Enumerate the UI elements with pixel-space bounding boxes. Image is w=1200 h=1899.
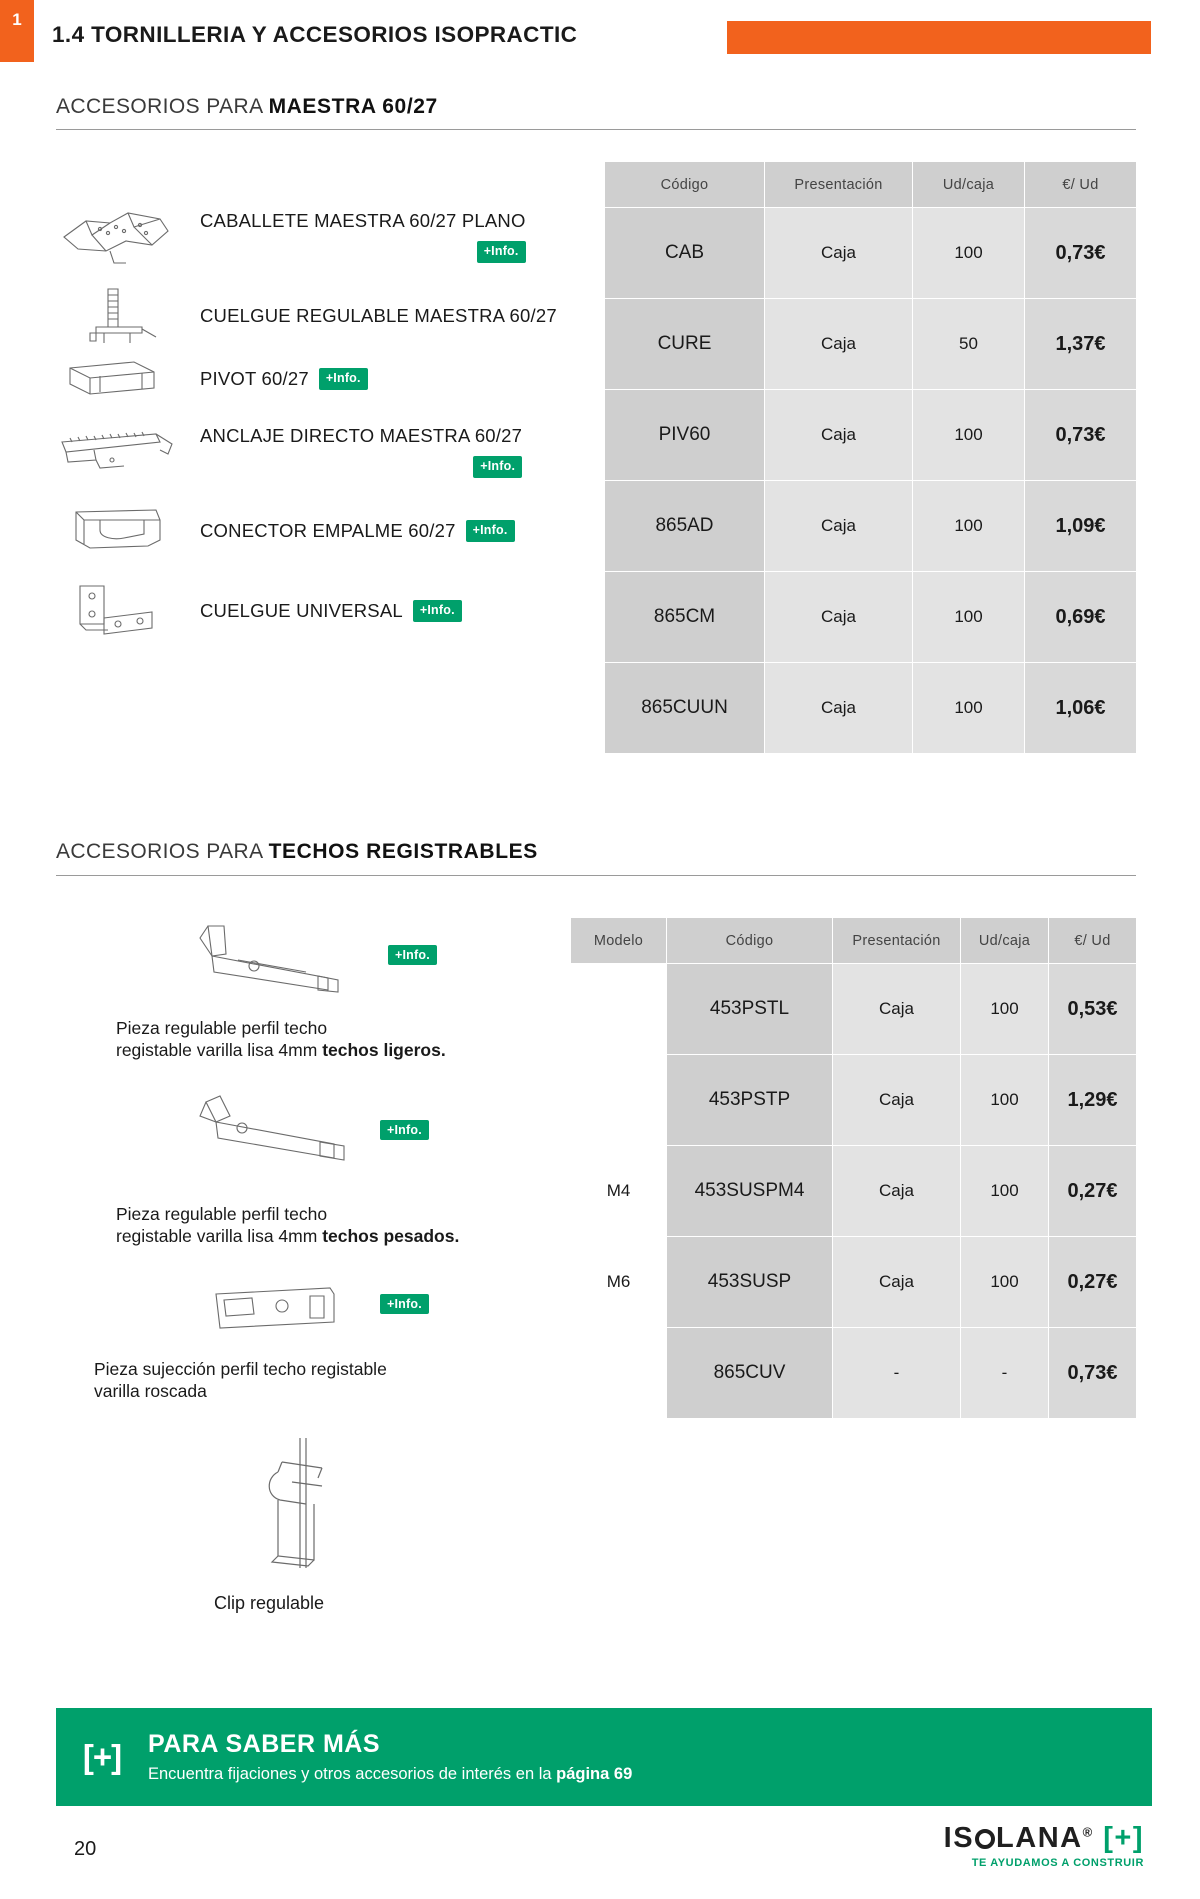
desc-bold: techos ligeros. xyxy=(322,1040,446,1061)
section-heading-registrables xyxy=(56,840,538,864)
cell-precio: 1,29€ xyxy=(1049,1055,1137,1146)
cell-codigo: 865AD xyxy=(605,481,765,572)
section-heading-strong: MAESTRA 60/27 xyxy=(268,95,438,118)
chapter-number: 1 xyxy=(12,10,22,29)
cell-presentacion: Caja xyxy=(833,1055,961,1146)
desc-line-1: Pieza sujección perfil techo registable xyxy=(94,1359,387,1379)
header-accent-bar xyxy=(727,21,1151,54)
cell-udcaja: 100 xyxy=(961,1055,1049,1146)
product-name-865cm: CONECTOR EMPALME 60/27 xyxy=(200,520,456,542)
cell-codigo: 453PSTL xyxy=(667,964,833,1055)
cell-precio: 0,73€ xyxy=(1049,1328,1137,1419)
product-desc-453pstp xyxy=(116,1203,506,1248)
logo-mid: LANA xyxy=(996,1822,1083,1854)
cell-precio: 0,27€ xyxy=(1049,1146,1137,1237)
section-divider-maestra xyxy=(56,129,1136,130)
info-badge-453susp-wrap xyxy=(380,1294,429,1314)
th-udcaja: Ud/caja xyxy=(913,162,1025,208)
info-badge-453pstl[interactable]: +Info. xyxy=(388,945,437,965)
saber-mas-subtitle-plain: Encuentra fijaciones y otros accesorios de interés en la xyxy=(148,1765,557,1783)
product-row-865cm xyxy=(56,500,576,562)
table-row xyxy=(605,208,1137,299)
cell-modelo: M6 xyxy=(571,1237,667,1328)
product-row-piv60 xyxy=(56,348,576,410)
product-row-865cuun xyxy=(56,580,576,642)
cell-presentacion: - xyxy=(833,1328,961,1419)
desc-line-2: varilla roscada xyxy=(94,1381,207,1402)
product-name-piv60: PIVOT 60/27 xyxy=(200,368,309,390)
anclaje-directo-icon xyxy=(56,420,176,482)
th-presentacion: Presentación xyxy=(833,918,961,964)
product-label-cab xyxy=(200,209,526,262)
pieza-regulable-ligeros-icon xyxy=(178,920,348,1005)
product-row-cure xyxy=(56,285,576,347)
cell-codigo: 865CM xyxy=(605,572,765,663)
cell-udcaja: - xyxy=(961,1328,1049,1419)
cell-presentacion: Caja xyxy=(833,964,961,1055)
table-row xyxy=(605,572,1137,663)
product-row-cab xyxy=(56,205,576,267)
cell-precio: 0,27€ xyxy=(1049,1237,1137,1328)
table-row xyxy=(571,1237,1137,1328)
cuelgue-universal-icon xyxy=(56,580,176,642)
logo-o-glyph xyxy=(975,1829,995,1849)
cell-precio: 1,06€ xyxy=(1025,663,1137,754)
cell-codigo: CAB xyxy=(605,208,765,299)
th-codigo: Código xyxy=(667,918,833,964)
pieza-sujeccion-icon xyxy=(206,1278,356,1343)
saber-mas-title: PARA SABER MÁS xyxy=(148,1730,381,1758)
table-registrables xyxy=(570,917,1137,1419)
info-badge-piv60[interactable]: +Info. xyxy=(319,368,368,390)
product-label-865ad xyxy=(200,424,522,477)
product-desc-453pstl xyxy=(116,1017,506,1062)
section-heading-maestra xyxy=(56,95,438,119)
cell-presentacion: Caja xyxy=(765,572,913,663)
product-name-cab: CABALLETE MAESTRA 60/27 PLANO xyxy=(200,210,526,232)
product-label-piv60 xyxy=(200,367,368,390)
cell-precio: 1,37€ xyxy=(1025,299,1137,390)
desc-line-1: Pieza regulable perfil techo xyxy=(116,1204,328,1224)
cell-codigo: 453SUSP xyxy=(667,1237,833,1328)
section-heading-prefix-2: ACCESORIOS PARA xyxy=(56,840,269,863)
cell-precio: 1,09€ xyxy=(1025,481,1137,572)
table-row xyxy=(571,1146,1137,1237)
cell-udcaja: 50 xyxy=(913,299,1025,390)
section-divider-registrables xyxy=(56,875,1136,876)
cell-precio: 0,73€ xyxy=(1025,390,1137,481)
cell-udcaja: 100 xyxy=(913,663,1025,754)
plus-bracket-icon: [+] xyxy=(82,1738,122,1775)
page-number: 20 xyxy=(74,1838,97,1860)
cell-modelo xyxy=(571,1055,667,1146)
cell-codigo: 453SUSPM4 xyxy=(667,1146,833,1237)
table-header-row-maestra xyxy=(605,162,1137,208)
cell-modelo: M4 xyxy=(571,1146,667,1237)
clip-regulable-icon xyxy=(248,1438,358,1583)
cell-udcaja: 100 xyxy=(913,208,1025,299)
table-maestra xyxy=(604,161,1137,754)
cell-udcaja: 100 xyxy=(961,1146,1049,1237)
table-row xyxy=(605,663,1137,754)
product-label-865cm xyxy=(200,519,515,542)
th-precio: €/ Ud xyxy=(1025,162,1137,208)
chapter-number-tab xyxy=(0,0,34,62)
saber-mas-subtitle xyxy=(148,1765,632,1784)
cell-presentacion: Caja xyxy=(765,481,913,572)
th-precio: €/ Ud xyxy=(1049,918,1137,964)
cell-udcaja: 100 xyxy=(913,572,1025,663)
info-badge-453susp[interactable]: +Info. xyxy=(380,1294,429,1314)
logo-bracket: [+] xyxy=(1103,1822,1144,1854)
cuelgue-regulable-icon xyxy=(56,285,176,347)
saber-mas-text xyxy=(148,1730,632,1784)
cell-precio: 0,73€ xyxy=(1025,208,1137,299)
desc-line-2: registable varilla lisa 4mm xyxy=(116,1040,323,1061)
info-badge-865cuun[interactable]: +Info. xyxy=(413,600,462,622)
info-badge-453pstp-wrap xyxy=(380,1120,429,1140)
table-row xyxy=(605,299,1137,390)
cell-precio: 0,53€ xyxy=(1049,964,1137,1055)
page-title: 1.4 TORNILLERIA Y ACCESORIOS ISOPRACTIC xyxy=(52,22,578,47)
section-heading-strong-2: TECHOS REGISTRABLES xyxy=(268,840,538,863)
logo-registered: ® xyxy=(1082,1824,1094,1840)
product-name-cure: CUELGUE REGULABLE MAESTRA 60/27 xyxy=(200,305,557,327)
caballete-icon xyxy=(56,205,176,267)
cell-precio: 0,69€ xyxy=(1025,572,1137,663)
cell-codigo: CURE xyxy=(605,299,765,390)
cell-codigo: 865CUUN xyxy=(605,663,765,754)
cell-udcaja: 100 xyxy=(961,964,1049,1055)
cell-codigo: PIV60 xyxy=(605,390,765,481)
table-row xyxy=(571,1055,1137,1146)
cell-presentacion: Caja xyxy=(765,390,913,481)
cell-udcaja: 100 xyxy=(961,1237,1049,1328)
table-row xyxy=(571,1328,1137,1419)
cell-codigo: 453PSTP xyxy=(667,1055,833,1146)
info-badge-cab[interactable]: +Info. xyxy=(477,241,526,263)
cell-codigo: 865CUV xyxy=(667,1328,833,1419)
pivot-icon xyxy=(56,348,176,410)
product-label-865cuun xyxy=(200,599,462,622)
product-label-cure xyxy=(200,304,557,327)
para-saber-mas-banner[interactable] xyxy=(56,1708,1152,1806)
cell-udcaja: 100 xyxy=(913,481,1025,572)
section-heading-prefix: ACCESORIOS PARA xyxy=(56,95,269,118)
cell-presentacion: Caja xyxy=(765,299,913,390)
clip-regulable-caption: Clip regulable xyxy=(214,1593,325,1613)
table-row xyxy=(571,964,1137,1055)
pieza-regulable-pesados-icon xyxy=(186,1092,356,1173)
info-badge-865cm[interactable]: +Info. xyxy=(466,520,515,542)
logo-tagline: TE AYUDAMOS A CONSTRUIR xyxy=(971,1857,1144,1869)
table-header-row-registrables xyxy=(571,918,1137,964)
cell-presentacion: Caja xyxy=(765,663,913,754)
cell-udcaja: 100 xyxy=(913,390,1025,481)
cell-presentacion: Caja xyxy=(833,1237,961,1328)
conector-empalme-icon xyxy=(56,500,176,562)
info-badge-865ad[interactable]: +Info. xyxy=(473,456,522,478)
logo-pre: IS xyxy=(943,1822,975,1854)
th-codigo: Código xyxy=(605,162,765,208)
cell-presentacion: Caja xyxy=(765,208,913,299)
table-row xyxy=(605,481,1137,572)
product-name-865cuun: CUELGUE UNIVERSAL xyxy=(200,600,403,622)
desc-line-1: Pieza regulable perfil techo xyxy=(116,1018,328,1038)
cell-modelo xyxy=(571,1328,667,1419)
product-desc-453susp xyxy=(94,1358,514,1403)
brand-logo xyxy=(944,1822,1144,1869)
table-row xyxy=(605,390,1137,481)
info-badge-453pstp[interactable]: +Info. xyxy=(380,1120,429,1140)
product-row-865ad xyxy=(56,420,576,482)
th-modelo: Modelo xyxy=(571,918,667,964)
cell-presentacion: Caja xyxy=(833,1146,961,1237)
th-presentacion: Presentación xyxy=(765,162,913,208)
info-badge-453pstl-wrap xyxy=(388,945,437,965)
desc-line-2: registable varilla lisa 4mm xyxy=(116,1226,323,1247)
desc-bold: techos pesados. xyxy=(322,1226,460,1247)
cell-modelo xyxy=(571,964,667,1055)
saber-mas-page-ref[interactable]: página 69 xyxy=(556,1765,633,1783)
logo-wordmark xyxy=(944,1822,1144,1855)
th-udcaja: Ud/caja xyxy=(961,918,1049,964)
product-name-865ad: ANCLAJE DIRECTO MAESTRA 60/27 xyxy=(200,425,523,447)
